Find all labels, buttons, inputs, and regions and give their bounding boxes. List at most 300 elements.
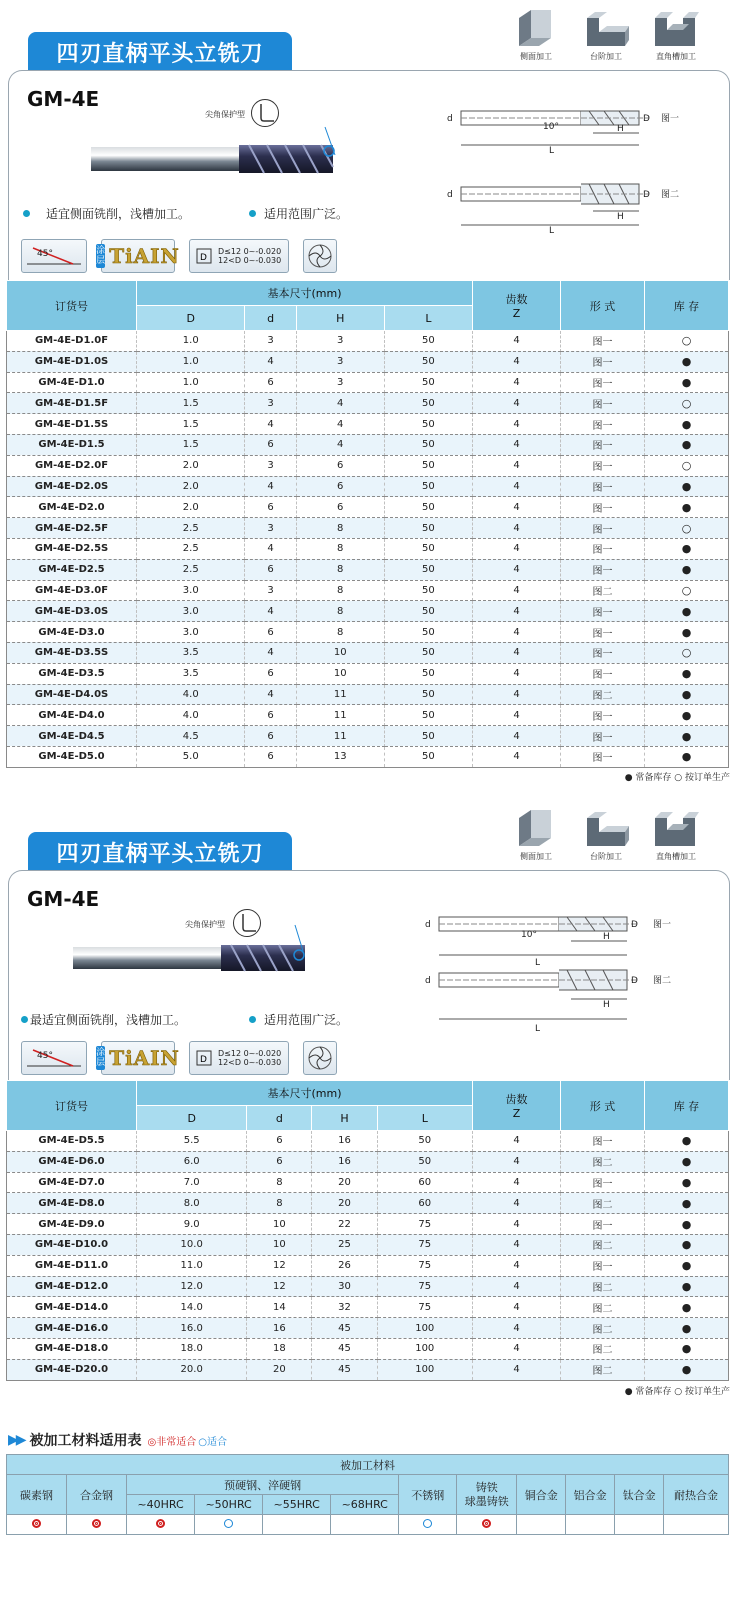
order-no-cell: GM-4E-D7.0 <box>7 1172 137 1193</box>
L-cell: 50 <box>384 497 472 518</box>
order-no-cell: GM-4E-D5.5 <box>7 1131 137 1152</box>
L-cell: 50 <box>384 580 472 601</box>
d-cell: 6 <box>247 1151 312 1172</box>
L-cell: 50 <box>384 414 472 435</box>
mat-sub-50hrc: ~50HRC <box>195 1495 263 1515</box>
corner-protection-label: 尖角保护型 <box>205 110 245 119</box>
product-panel <box>8 870 730 1080</box>
L-cell: 50 <box>384 538 472 559</box>
rating-cell <box>263 1515 331 1535</box>
D-label: D <box>643 114 650 124</box>
table-row <box>7 1172 729 1193</box>
H-cell: 22 <box>312 1214 377 1235</box>
rating-cell <box>127 1515 195 1535</box>
end-mill-image <box>89 111 359 191</box>
d-cell: 14 <box>247 1297 312 1318</box>
D-cell: 1.5 <box>137 434 245 455</box>
L-label-2: L <box>535 1024 541 1034</box>
H-cell: 11 <box>296 705 384 726</box>
tolerance-badge: D D≤12 0~-0.020 12<D 0~-0.030 <box>189 1041 289 1075</box>
teeth-cell: 4 <box>473 476 561 497</box>
order-no-cell: GM-4E-D5.0 <box>7 746 137 767</box>
form-cell: 图一 <box>561 1255 645 1276</box>
table-row <box>7 497 729 518</box>
rating-cell <box>457 1515 517 1535</box>
stock-cell: ● <box>645 684 729 705</box>
angle-text: 45° <box>37 1051 53 1061</box>
L-cell: 50 <box>384 746 472 767</box>
D-cell: 2.0 <box>137 497 245 518</box>
table-row <box>7 684 729 705</box>
table-row <box>7 663 729 684</box>
d-label-2: d <box>425 976 431 986</box>
d-cell: 20 <box>247 1359 312 1380</box>
very-suitable-icon <box>32 1519 41 1528</box>
mat-col-hardened: 预硬钢、淬硬钢 <box>127 1475 399 1495</box>
D-cell: 10.0 <box>137 1234 247 1255</box>
rating-cell <box>517 1515 566 1535</box>
table-row <box>7 1338 729 1359</box>
teeth-cell: 4 <box>473 684 561 705</box>
form-cell: 图二 <box>561 1359 645 1380</box>
d-cell: 16 <box>247 1318 312 1339</box>
stock-cell: ○ <box>645 580 729 601</box>
D-cell: 9.0 <box>137 1214 247 1235</box>
col-form: 形 式 <box>561 1081 645 1131</box>
teeth-cell: 4 <box>473 1297 561 1318</box>
feature-1: 最适宜侧面铣削，浅槽加工。 <box>21 1011 186 1028</box>
order-no-cell: GM-4E-D2.0 <box>7 497 137 518</box>
form-cell: 图一 <box>561 455 645 476</box>
form-cell: 图一 <box>561 518 645 539</box>
D-label-2: D <box>643 190 650 200</box>
teeth-cell: 4 <box>473 538 561 559</box>
L-cell: 75 <box>377 1214 472 1235</box>
H-cell: 20 <box>312 1172 377 1193</box>
L-cell: 50 <box>384 331 472 352</box>
order-no-cell: GM-4E-D20.0 <box>7 1359 137 1380</box>
stock-cell: ○ <box>645 642 729 663</box>
L-cell: 50 <box>377 1151 472 1172</box>
mat-sub-68hrc: ~68HRC <box>331 1495 399 1515</box>
rating-cell <box>7 1515 67 1535</box>
mat-col-heatres: 耐热合金 <box>664 1475 729 1515</box>
L-cell: 50 <box>384 663 472 684</box>
col-form: 形 式 <box>561 281 645 331</box>
stock-cell: ● <box>645 1297 729 1318</box>
materials-section <box>0 1428 750 1600</box>
stock-cell: ● <box>645 1255 729 1276</box>
stock-cell: ● <box>645 414 729 435</box>
table-row <box>7 1131 729 1152</box>
mat-col-carbon: 碳素钢 <box>7 1475 67 1515</box>
very-suitable-note: ◎非常适合 <box>147 1436 197 1448</box>
d-cell: 4 <box>245 351 296 372</box>
form-cell: 图一 <box>561 601 645 622</box>
coating-badge: 涂层 TiAIN <box>101 1041 175 1075</box>
section-title: 四刃直柄平头立铣刀 <box>28 832 292 872</box>
stock-cell: ○ <box>645 455 729 476</box>
form-cell: 图一 <box>561 497 645 518</box>
D-cell: 11.0 <box>137 1255 247 1276</box>
order-no-cell: GM-4E-D16.0 <box>7 1318 137 1339</box>
rating-cell <box>195 1515 263 1535</box>
fig1-label: 图一 <box>661 114 679 124</box>
H-cell: 16 <box>312 1151 377 1172</box>
table-row <box>7 1234 729 1255</box>
D-cell: 5.5 <box>137 1131 247 1152</box>
order-no-cell: GM-4E-D1.5 <box>7 434 137 455</box>
d-cell: 3 <box>245 580 296 601</box>
stock-cell: ● <box>645 1131 729 1152</box>
H-cell: 16 <box>312 1131 377 1152</box>
table-row <box>7 642 729 663</box>
d-cell: 12 <box>247 1276 312 1297</box>
table-row <box>7 434 729 455</box>
d-cell: 6 <box>245 705 296 726</box>
D-cell: 4.0 <box>137 705 245 726</box>
D-cell: 4.5 <box>137 726 245 747</box>
table-row <box>7 1193 729 1214</box>
d-cell: 6 <box>245 372 296 393</box>
H-cell: 8 <box>296 580 384 601</box>
teeth-cell: 4 <box>473 601 561 622</box>
H-cell: 45 <box>312 1318 377 1339</box>
teeth-cell: 4 <box>473 331 561 352</box>
stock-cell: ● <box>645 1276 729 1297</box>
stock-cell: ● <box>645 1214 729 1235</box>
H-cell: 8 <box>296 622 384 643</box>
col-H: H <box>312 1106 377 1131</box>
stock-cell: ● <box>645 1234 729 1255</box>
mat-sub-40hrc: ~40HRC <box>127 1495 195 1515</box>
order-no-cell: GM-4E-D2.5 <box>7 559 137 580</box>
d-cell: 6 <box>245 726 296 747</box>
table-row <box>7 1214 729 1235</box>
bullet-icon <box>249 210 256 217</box>
D-label-2: D <box>631 976 638 986</box>
L-cell: 50 <box>384 642 472 663</box>
table-row <box>7 538 729 559</box>
very-suitable-icon <box>482 1519 491 1528</box>
d-cell: 8 <box>247 1172 312 1193</box>
stock-cell: ● <box>645 434 729 455</box>
d-cell: 10 <box>247 1234 312 1255</box>
order-no-cell: GM-4E-D12.0 <box>7 1276 137 1297</box>
H-cell: 25 <box>312 1234 377 1255</box>
table-row <box>7 580 729 601</box>
D-cell: 6.0 <box>137 1151 247 1172</box>
suitable-icon <box>423 1519 432 1528</box>
teeth-cell: 4 <box>473 746 561 767</box>
teeth-cell: 4 <box>473 372 561 393</box>
H-cell: 4 <box>296 434 384 455</box>
section-title: 四刃直柄平头立铣刀 <box>28 32 292 72</box>
bullet-icon <box>249 1016 256 1023</box>
fig1-label: 图一 <box>653 920 672 930</box>
stock-cell: ● <box>645 559 729 580</box>
col-basic-size: 基本尺寸(mm) <box>137 1081 473 1106</box>
spec-badges <box>21 1041 337 1075</box>
table-row <box>7 393 729 414</box>
four-flute-icon <box>303 1041 337 1075</box>
L-label: L <box>549 146 555 156</box>
angle-label: 10° <box>521 930 537 940</box>
D-cell: 1.5 <box>137 393 245 414</box>
double-arrow-icon: ▶▶ <box>8 1432 24 1448</box>
H-cell: 13 <box>296 746 384 767</box>
D-cell: 1.0 <box>137 372 245 393</box>
D-cell: 14.0 <box>137 1297 247 1318</box>
angle-badge <box>21 239 87 273</box>
order-no-cell: GM-4E-D2.0S <box>7 476 137 497</box>
teeth-cell: 4 <box>473 1318 561 1339</box>
D-cell: 3.0 <box>137 580 245 601</box>
dimension-drawing <box>439 101 679 241</box>
table-row <box>7 1318 729 1339</box>
teeth-cell: 4 <box>473 663 561 684</box>
d-cell: 8 <box>247 1193 312 1214</box>
stock-cell: ● <box>645 601 729 622</box>
teeth-cell: 4 <box>473 518 561 539</box>
D-cell: 2.0 <box>137 476 245 497</box>
stock-cell: ● <box>645 1359 729 1380</box>
order-no-cell: GM-4E-D2.5S <box>7 538 137 559</box>
L-cell: 60 <box>377 1172 472 1193</box>
H-label-2: H <box>617 212 624 222</box>
four-flute-icon <box>303 239 337 273</box>
L-cell: 50 <box>377 1131 472 1152</box>
teeth-cell: 4 <box>473 414 561 435</box>
d-cell: 3 <box>245 518 296 539</box>
col-stock: 库 存 <box>645 281 729 331</box>
H-cell: 10 <box>296 663 384 684</box>
form-cell: 图二 <box>561 1297 645 1318</box>
teeth-cell: 4 <box>473 580 561 601</box>
end-mill-image <box>71 921 341 991</box>
teeth-cell: 4 <box>473 1359 561 1380</box>
order-no-cell: GM-4E-D3.5S <box>7 642 137 663</box>
D-cell: 1.0 <box>137 331 245 352</box>
L-cell: 50 <box>384 393 472 414</box>
table-row <box>7 331 729 352</box>
form-cell: 图二 <box>561 1193 645 1214</box>
D-cell: 4.0 <box>137 684 245 705</box>
stock-cell: ● <box>645 1338 729 1359</box>
table-row <box>7 1276 729 1297</box>
teeth-cell: 4 <box>473 1276 561 1297</box>
H-cell: 8 <box>296 601 384 622</box>
L-cell: 50 <box>384 434 472 455</box>
mat-col-titanium: 钛合金 <box>615 1475 664 1515</box>
d-cell: 6 <box>247 1131 312 1152</box>
form-cell: 图二 <box>561 1234 645 1255</box>
H-cell: 8 <box>296 559 384 580</box>
H-cell: 11 <box>296 684 384 705</box>
order-no-cell: GM-4E-D3.0F <box>7 580 137 601</box>
L-cell: 50 <box>384 705 472 726</box>
teeth-cell: 4 <box>473 434 561 455</box>
model-name: GM-4E <box>27 887 100 911</box>
stock-cell: ○ <box>645 393 729 414</box>
L-cell: 75 <box>377 1234 472 1255</box>
L-cell: 50 <box>384 518 472 539</box>
d-label: d <box>447 114 453 124</box>
order-no-cell: GM-4E-D1.0S <box>7 351 137 372</box>
table-row <box>7 414 729 435</box>
step-milling-icon: 台阶加工 <box>580 806 632 862</box>
H-label: H <box>603 932 610 942</box>
L-cell: 50 <box>384 372 472 393</box>
rating-cell <box>566 1515 615 1535</box>
stock-legend: ● 常备库存 ○ 按订单生产 <box>624 1387 730 1397</box>
order-no-cell: GM-4E-D1.0F <box>7 331 137 352</box>
H-cell: 8 <box>296 538 384 559</box>
step-milling-icon: 台阶加工 <box>580 6 632 62</box>
suitable-note: ○适合 <box>198 1436 228 1448</box>
col-d: d <box>247 1106 312 1131</box>
col-order-no: 订货号 <box>7 1081 137 1131</box>
rating-cell <box>331 1515 399 1535</box>
d-cell: 6 <box>245 663 296 684</box>
stock-cell: ● <box>645 1151 729 1172</box>
side-milling-icon: 侧面加工 <box>510 6 562 62</box>
teeth-cell: 4 <box>473 559 561 580</box>
order-no-cell: GM-4E-D14.0 <box>7 1297 137 1318</box>
d-label: d <box>425 920 431 930</box>
stock-cell: ○ <box>645 518 729 539</box>
form-cell: 图一 <box>561 642 645 663</box>
col-teeth: 齿数 Z <box>473 281 561 331</box>
teeth-cell: 4 <box>473 1172 561 1193</box>
order-no-cell: GM-4E-D1.5F <box>7 393 137 414</box>
L-cell: 50 <box>384 455 472 476</box>
stock-cell: ○ <box>645 331 729 352</box>
form-cell: 图二 <box>561 580 645 601</box>
d-cell: 10 <box>247 1214 312 1235</box>
H-cell: 20 <box>312 1193 377 1214</box>
L-cell: 60 <box>377 1193 472 1214</box>
table-row <box>7 746 729 767</box>
table-row <box>7 351 729 372</box>
table-row <box>7 601 729 622</box>
materials-header: ▶▶ 被加工材料适用表 ◎非常适合 ○适合 <box>8 1432 228 1449</box>
teeth-cell: 4 <box>473 622 561 643</box>
L-cell: 75 <box>377 1276 472 1297</box>
materials-table <box>6 1454 729 1535</box>
D-cell: 20.0 <box>137 1359 247 1380</box>
teeth-cell: 4 <box>473 497 561 518</box>
col-d: d <box>245 306 296 331</box>
L-cell: 75 <box>377 1297 472 1318</box>
stock-cell: ● <box>645 726 729 747</box>
spec-table <box>6 1080 729 1381</box>
D-cell: 18.0 <box>137 1338 247 1359</box>
stock-cell: ● <box>645 1172 729 1193</box>
H-cell: 6 <box>296 497 384 518</box>
tolerance-symbol: D <box>200 253 207 263</box>
suitable-icon <box>224 1519 233 1528</box>
teeth-cell: 4 <box>473 705 561 726</box>
d-cell: 3 <box>245 331 296 352</box>
stock-cell: ● <box>645 476 729 497</box>
rating-cell <box>67 1515 127 1535</box>
order-no-cell: GM-4E-D2.0F <box>7 455 137 476</box>
form-cell: 图一 <box>561 372 645 393</box>
teeth-cell: 4 <box>473 455 561 476</box>
D-cell: 7.0 <box>137 1172 247 1193</box>
stock-legend: ● 常备库存 ○ 按订单生产 <box>624 773 730 783</box>
col-L: L <box>384 306 472 331</box>
H-cell: 6 <box>296 455 384 476</box>
form-cell: 图一 <box>561 1214 645 1235</box>
bullet-icon <box>21 1016 28 1023</box>
teeth-cell: 4 <box>473 726 561 747</box>
feature-1: 适宜侧面铣削，浅槽加工。 <box>23 205 190 222</box>
table-row <box>7 455 729 476</box>
rating-cell <box>399 1515 457 1535</box>
order-no-cell: GM-4E-D4.0 <box>7 705 137 726</box>
d-cell: 18 <box>247 1338 312 1359</box>
form-cell: 图二 <box>561 1276 645 1297</box>
col-teeth: 齿数 Z <box>473 1081 561 1131</box>
tolerance-badge: D D≤12 0~-0.020 12<D 0~-0.030 <box>189 239 289 273</box>
L-cell: 50 <box>384 726 472 747</box>
teeth-cell: 4 <box>473 1151 561 1172</box>
order-no-cell: GM-4E-D2.5F <box>7 518 137 539</box>
L-label: L <box>535 958 541 968</box>
col-D: D <box>137 1106 247 1131</box>
feature-2: 适用范围广泛。 <box>249 1011 348 1028</box>
H-label: H <box>617 124 624 134</box>
D-cell: 3.0 <box>137 622 245 643</box>
D-cell: 1.0 <box>137 351 245 372</box>
rating-cell <box>615 1515 664 1535</box>
order-no-cell: GM-4E-D18.0 <box>7 1338 137 1359</box>
D-cell: 2.0 <box>137 455 245 476</box>
stock-cell: ● <box>645 622 729 643</box>
H-cell: 3 <box>296 331 384 352</box>
form-cell: 图一 <box>561 434 645 455</box>
side-milling-icon: 侧面加工 <box>510 806 562 862</box>
D-cell: 1.5 <box>137 414 245 435</box>
form-cell: 图一 <box>561 1131 645 1152</box>
D-label: D <box>631 920 638 930</box>
very-suitable-icon <box>156 1519 165 1528</box>
process-icons <box>510 6 702 62</box>
tolerance-symbol: D <box>200 1055 207 1065</box>
corner-protection-label: 尖角保护型 <box>185 920 225 929</box>
order-no-cell: GM-4E-D3.5 <box>7 663 137 684</box>
fig2-label: 图二 <box>653 976 672 986</box>
order-no-cell: GM-4E-D10.0 <box>7 1234 137 1255</box>
H-cell: 4 <box>296 414 384 435</box>
teeth-cell: 4 <box>473 1234 561 1255</box>
table-row <box>7 622 729 643</box>
process-icons <box>510 806 702 862</box>
angle-badge <box>21 1041 87 1075</box>
teeth-cell: 4 <box>473 351 561 372</box>
teeth-cell: 4 <box>473 1131 561 1152</box>
mat-sub-55hrc: ~55HRC <box>263 1495 331 1515</box>
rating-cell <box>664 1515 729 1535</box>
H-cell: 45 <box>312 1338 377 1359</box>
col-D: D <box>137 306 245 331</box>
angle-label: 10° <box>543 122 559 132</box>
fig2-label: 图二 <box>661 190 679 200</box>
form-cell: 图一 <box>561 705 645 726</box>
L-cell: 50 <box>384 559 472 580</box>
